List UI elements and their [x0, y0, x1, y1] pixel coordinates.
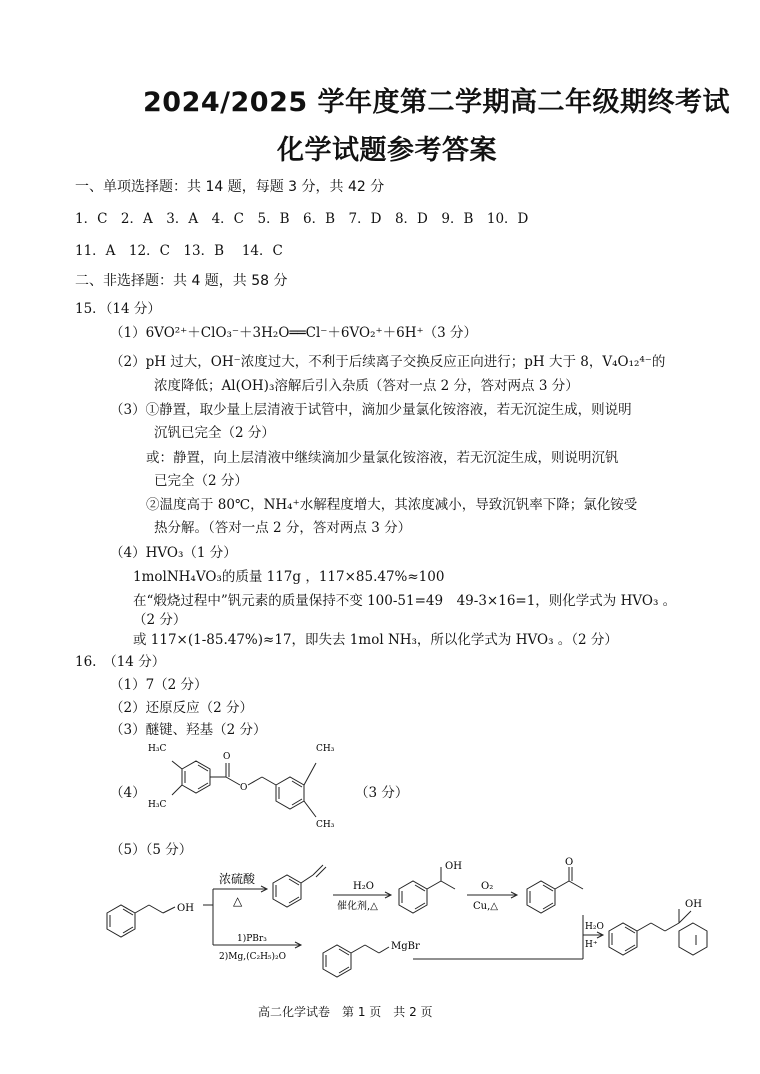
ketone-o-label: O: [565, 857, 574, 868]
ester-o-label: O: [240, 783, 248, 793]
q15-part2-line1: （2）pH 过大，OH⁻浓度过大，不利于后续离子交换反应正向进行；pH 大于 8，V₄O₁₂⁴⁻的: [110, 354, 666, 370]
q15-part3-line6: 热分解。（答对一点 2 分，答对两点 3 分）: [154, 520, 412, 536]
oh-mid-label: OH: [445, 861, 462, 872]
cond4-bottom-label: 2)Mg,(C₂H₅)₂O: [219, 952, 287, 962]
section-heading-free: 二、非选择题：共 4 题，共 58 分: [75, 273, 288, 289]
oh-start-label: OH: [177, 903, 194, 914]
q15-part3-line4: 已完全（2 分）: [154, 473, 248, 489]
q15-part4-line5: 或 117×(1-85.47%)≈17，即失去 1mol NH₃，所以化学式为 HVO₃ 。（2 分）: [133, 632, 618, 648]
answers-row-2: 11．A 12．C 13．B 14．C: [75, 243, 283, 259]
cond2-bottom-label: 催化剂,△: [337, 901, 378, 912]
cond1-bottom-label: △: [233, 894, 243, 908]
cond5-bottom-label: H⁺: [585, 940, 598, 950]
ch3-top-label: CH₃: [316, 744, 335, 754]
q15-part3-line2: 沉钒已完全（2 分）: [154, 425, 275, 441]
ester-right-ring: [276, 777, 304, 809]
q15-part4-line4: （2 分）: [133, 612, 187, 628]
start-benzene-ring: [107, 905, 135, 937]
q15-part3-line3: 或：静置，向上层清液中继续滴加少量氯化铵溶液，若无沉淀生成，则说明沉钒: [146, 450, 619, 466]
grignard-ring: [323, 945, 351, 977]
cond4-top-label: 1)PBr₃: [237, 934, 267, 944]
q15-part3-line1: （3）①静置，取少量上层清液于试管中，滴加少量氯化铵溶液，若无沉淀生成，则说明: [110, 402, 632, 418]
cond3-bottom-label: Cu,△: [473, 901, 498, 912]
ch3-bottom-label: CH₃: [316, 820, 335, 830]
q15-part4-line1: （4）HVO₃（1 分）: [110, 545, 237, 561]
cond3-top-label: O₂: [481, 881, 494, 892]
q15-number: 15．（14 分）: [75, 301, 161, 317]
q16-part4-label: （4）: [110, 785, 146, 801]
q16-part4-score: （3 分）: [355, 785, 409, 801]
oh-final-label: OH: [685, 899, 702, 910]
answers-row-1: 1．C 2．A 3．A 4．C 5．B 6．B 7．D 8．D 9．B 10．D: [75, 211, 529, 227]
page-footer: 高二化学试卷 第 1 页 共 2 页: [258, 1005, 433, 1019]
q15-part1: （1）6VO²⁺＋ClO₃⁻＋3H₂O══Cl⁻＋6VO₂⁺＋6H⁺（3 分）: [110, 325, 477, 341]
ester-left-ring: [182, 761, 210, 793]
q15-part4-line2: 1molNH₄VO₃的质量 117g ，117×85.47%≈100: [133, 569, 445, 585]
q16-part1: （1）7（2 分）: [110, 677, 208, 693]
page-title: 2024/2025 学年度第二学期高二年级期终考试: [143, 87, 731, 118]
cond2-top-label: H₂O: [353, 881, 374, 892]
phenylethanol-ring: [399, 881, 427, 913]
ester-structure: [140, 735, 360, 835]
q16-part2: （2）还原反应（2 分）: [110, 700, 253, 716]
q16-part3: （3）醚键、羟基（2 分）: [110, 722, 267, 738]
q15-part4-line3: 在“煅烧过程中”钒元素的质量保持不变 100-51=49 49-3×16=1，则化学式为 HVO₃ 。: [133, 593, 677, 609]
final-right-ring: [679, 923, 707, 955]
acetophenone-ring: [527, 881, 555, 913]
q16-number: 16. （14 分）: [75, 654, 166, 670]
q15-part3-line5: ②温度高于 80℃，NH₄⁺水解程度增大，其浓度减小，导致沉钒率下降；氯化铵受: [146, 497, 638, 513]
h3c-top-label: H₃C: [148, 744, 167, 754]
page-subtitle: 化学试题参考答案: [277, 135, 497, 166]
q15-part2-line2: 浓度降低；Al(OH)₃溶解后引入杂质（答对一点 2 分，答对两点 3 分）: [154, 378, 579, 394]
carbonyl-o-label: O: [223, 752, 231, 762]
section-heading-choice: 一、单项选择题：共 14 题，每题 3 分，共 42 分: [75, 179, 385, 195]
mgbr-label: MgBr: [391, 941, 420, 952]
styrene-ring: [273, 875, 301, 907]
final-left-ring: [609, 923, 637, 955]
synthesis-scheme: [95, 855, 735, 985]
cond1-top-label: 浓硫酸: [219, 872, 256, 886]
q16-part5: （5）（5 分）: [110, 842, 193, 858]
h3c-bottom-label: H₃C: [148, 800, 167, 810]
cond5-top-label: H₂O: [585, 922, 604, 932]
